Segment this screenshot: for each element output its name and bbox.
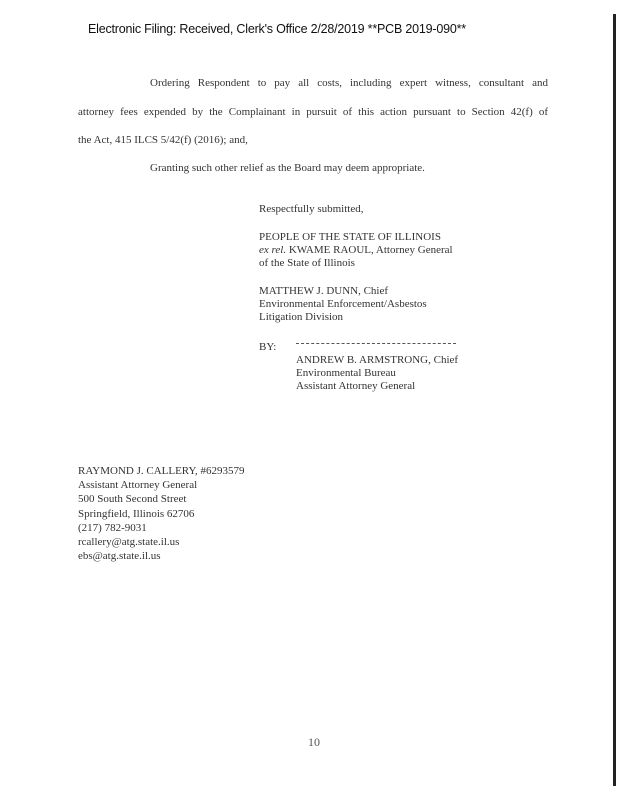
signer-block xyxy=(296,354,458,393)
signature-line xyxy=(296,343,456,344)
relief-item-e-line2: attorney fees expended by the Complainant in pursuit of this action pursuant to Section 42(f) of xyxy=(78,106,548,118)
signer-line-3: Assistant Attorney General xyxy=(296,380,416,392)
page-number: 10 xyxy=(308,735,320,749)
counsel-line-3: 500 South Second Street xyxy=(78,493,187,506)
counsel-email-2: ebs@atg.state.il.us xyxy=(78,550,161,563)
counsel-line-5: (217) 782-9031 xyxy=(78,521,147,534)
by-label: BY: xyxy=(259,341,277,353)
party-block xyxy=(259,231,453,270)
signer-line-1: ANDREW B. ARMSTRONG, Chief xyxy=(296,354,459,366)
party-line-1: PEOPLE OF THE STATE OF ILLINOIS xyxy=(259,231,441,243)
closing-text: Respectfully submitted, xyxy=(259,203,364,215)
party-line-2 xyxy=(259,244,453,257)
counsel-line-2: Assistant Attorney General xyxy=(78,479,198,492)
signer-line-2: Environmental Bureau xyxy=(296,367,396,379)
chief-line-1: MATTHEW J. DUNN, Chief xyxy=(259,285,389,297)
relief-item-e-line3: the Act, 415 ILCS 5/42(f) (2016); and, xyxy=(78,134,248,146)
relief-item-e-line1: Ordering Respondent to pay all costs, including expert witness, consultant and xyxy=(150,77,548,89)
chief-line-3: Litigation Division xyxy=(259,311,344,323)
counsel-line-1: RAYMOND J. CALLERY, #6293579 xyxy=(78,465,245,477)
party-line-3: of the State of Illinois xyxy=(259,257,355,269)
chief-block xyxy=(259,285,427,324)
chief-line-2: Environmental Enforcement/Asbestos xyxy=(259,298,427,310)
counsel-block xyxy=(78,464,245,563)
counsel-line-4: Springfield, Illinois 62706 xyxy=(78,507,195,520)
counsel-email-1: rcallery@atg.state.il.us xyxy=(78,536,180,549)
ex-rel-text: ex rel. xyxy=(259,244,287,256)
relief-item-f: Granting such other relief as the Board may deem appropriate. xyxy=(150,162,425,174)
closing-block xyxy=(259,203,363,216)
attorney-general-text: KWAME RAOUL, Attorney General xyxy=(288,244,453,256)
page-edge-rule xyxy=(613,14,616,786)
filing-stamp: Electronic Filing: Received, Clerk's Office 2/28/2019 **PCB 2019-090** xyxy=(88,22,466,36)
